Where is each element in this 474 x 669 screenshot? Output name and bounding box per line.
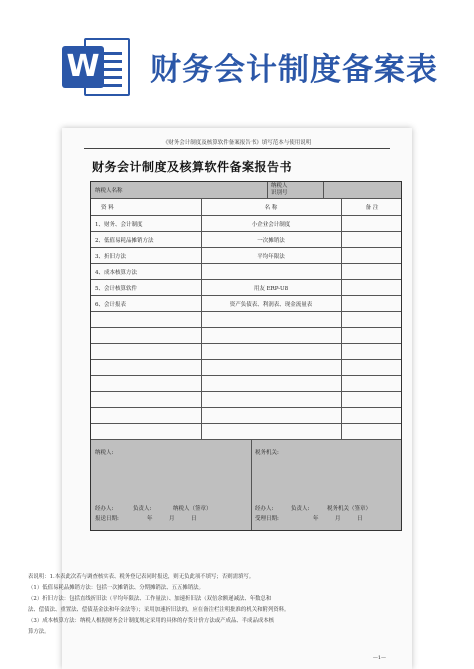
submit-year: 年: [147, 516, 153, 522]
item-value: 小企业会计制度: [251, 221, 291, 228]
right-responsible-label: 负责人:: [291, 506, 310, 512]
note-line: （2）折旧方法：包括直线折旧法（平均年限法、工作量法）、加速折旧法（双倍余额递减法、年数总和: [28, 596, 272, 602]
blank-row: [91, 376, 401, 392]
table-row: [91, 296, 401, 312]
blank-row: [91, 408, 401, 424]
signature-row: [91, 440, 401, 530]
item-value: 资产负债表、利润表、现金流量表: [229, 301, 313, 308]
tax-org-seal-label: 税务机关（签章）: [327, 506, 372, 512]
item-label: 6、会计报表: [95, 301, 126, 308]
word-letter: W: [62, 46, 104, 88]
left-handler-label: 经办人:: [95, 506, 114, 512]
submit-day: 日: [191, 516, 197, 522]
taxpayer-id-label: 纳税人 识别号: [271, 183, 288, 196]
page-number: —1—: [372, 655, 386, 661]
note-line: （3）成本核算方法：纳税人根据财务会计制度规定采用的具体的存货计价方法或产成品、半成品成本核: [28, 618, 275, 624]
column-header-row: [91, 199, 401, 216]
col-name-header: 名 称: [264, 205, 278, 211]
blank-row: [91, 360, 401, 376]
table-row: [91, 280, 401, 296]
item-value: 一次摊销法: [257, 237, 285, 244]
right-handler-label: 经办人:: [255, 506, 274, 512]
item-label: 1、财务、会计制度: [95, 221, 143, 228]
tax-org-label: 税务机关:: [255, 450, 279, 456]
item-value: 用友 ERP-U8: [253, 285, 289, 292]
taxpayer-sign-label: 纳税人:: [95, 450, 114, 456]
table-row: [91, 216, 401, 232]
accept-year: 年: [313, 516, 319, 522]
item-label: 3、折旧方法: [95, 253, 126, 260]
top-divider: [84, 148, 390, 149]
word-document-icon: [62, 38, 130, 96]
blank-row: [91, 424, 401, 440]
note-line: 法、偿债法、重置法、偿债基金法和年金法等）；采用加速折旧法的，应在备注栏注明批准的机关和附列资料。: [28, 607, 290, 613]
banner: [0, 0, 474, 118]
note-line: （1）低值易耗品摊销方法：包括一次摊销法、分期摊销法、五五摊销法。: [28, 585, 204, 591]
blank-row: [91, 392, 401, 408]
accept-day: 日: [357, 516, 363, 522]
taxpayer-seal-label: 纳税人（签章）: [173, 506, 212, 512]
accept-date-label: 受理日期:: [255, 516, 279, 522]
blank-row: [91, 328, 401, 344]
col-remark-header: 备 注: [365, 205, 379, 211]
taxpayer-name-label: 纳税人名称: [95, 188, 123, 194]
item-label: 2、低值易耗品摊销方法: [95, 237, 154, 244]
note-line: 算方法。: [28, 629, 50, 635]
table-row: [91, 248, 401, 264]
note-line: 表说明：1.本表此次若与调查核实表、税务登记表同时报送，则无负此项不填写；否则需填写。: [28, 574, 255, 580]
col-item-header: 资 料: [101, 205, 114, 211]
document-title: 财务会计制度及核算软件备案报告书: [92, 160, 293, 174]
submit-month: 月: [169, 516, 175, 522]
submit-date-label: 报送日期:: [95, 516, 119, 522]
item-label: 4、成本核算方法: [95, 269, 137, 276]
blank-row: [91, 344, 401, 360]
blank-row: [91, 312, 401, 328]
item-value: 平均年限法: [257, 253, 285, 260]
item-value: [201, 264, 341, 279]
banner-title: 财务会计制度备案表: [150, 52, 438, 88]
table-row: [91, 232, 401, 248]
taxpayer-row: [91, 182, 401, 199]
item-label: 5、会计核算软件: [95, 285, 137, 292]
left-responsible-label: 负责人:: [133, 506, 152, 512]
top-note: 《财务会计制度及核算软件备案报告书》填写范本与使用说明: [162, 140, 312, 146]
accept-month: 月: [335, 516, 341, 522]
table-row: [91, 264, 401, 280]
report-form: [90, 181, 402, 531]
